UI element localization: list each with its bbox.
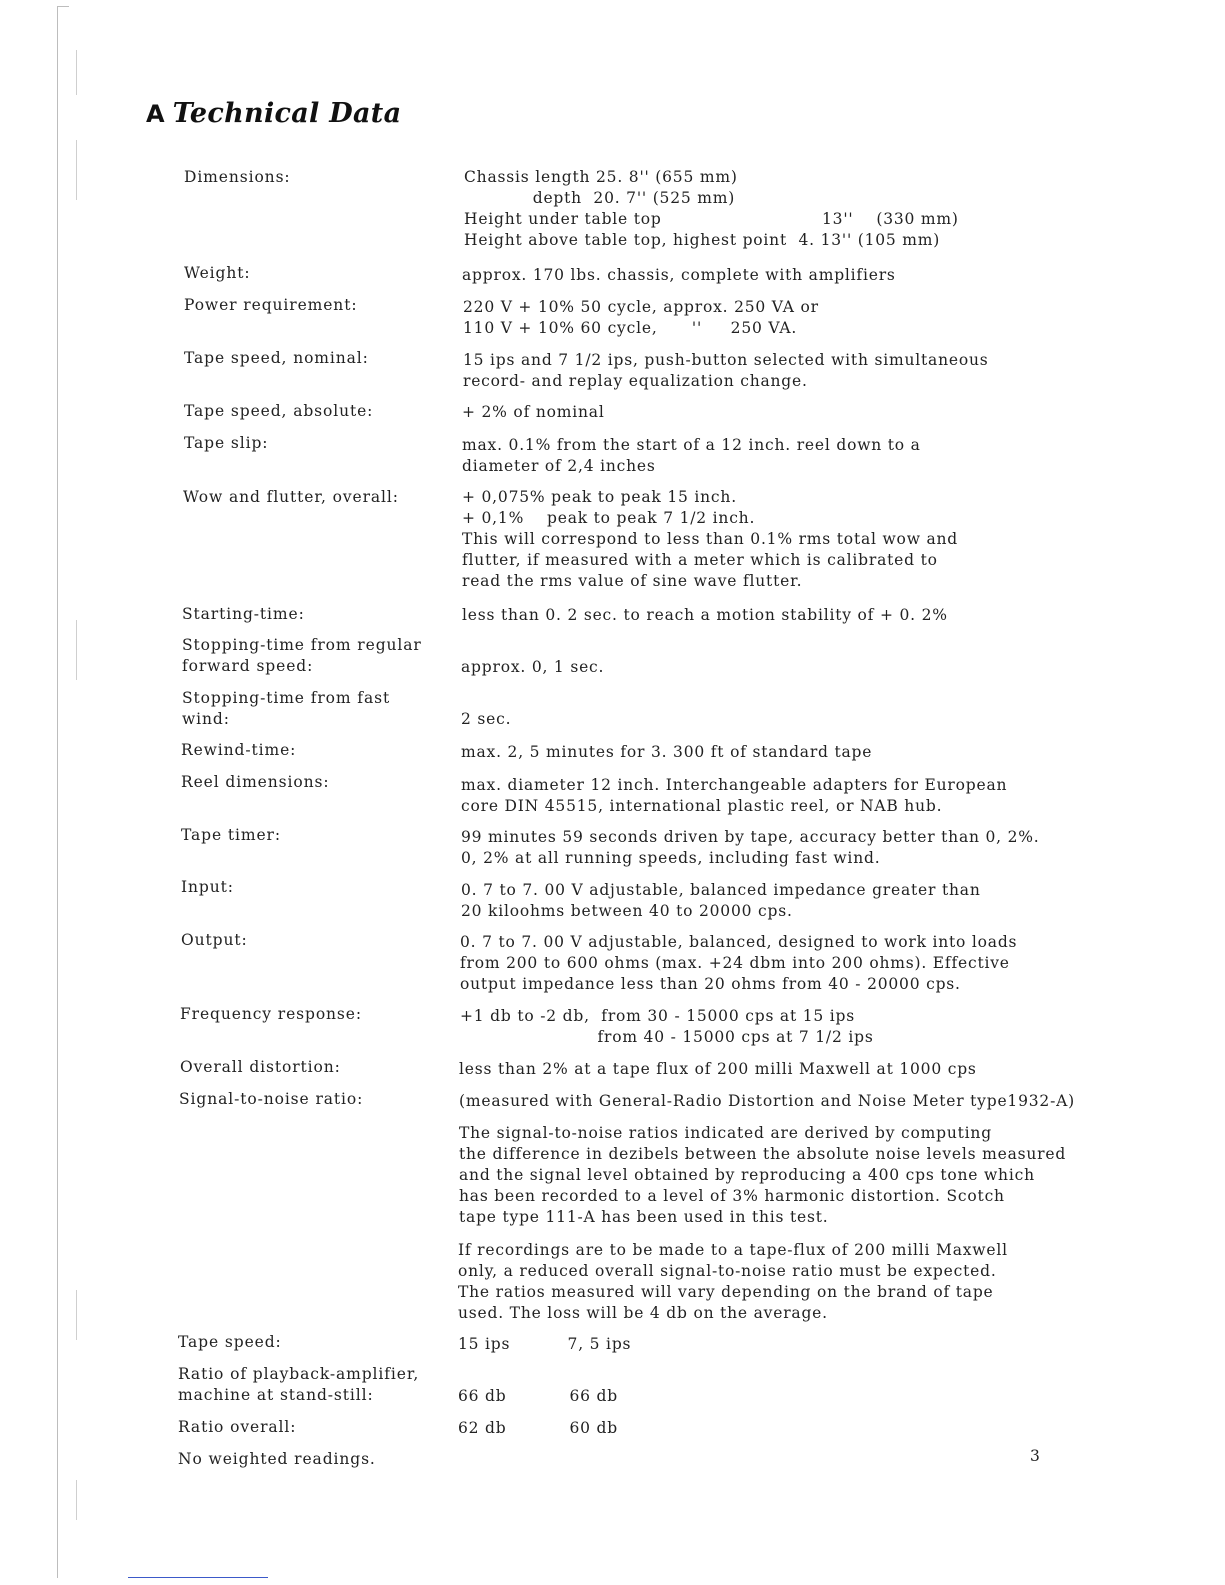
spec-value-weight: approx. 170 lbs. chassis, complete with amplifiers bbox=[462, 266, 896, 284]
spec-label-stopping-fast: Stopping-time from fast wind: bbox=[182, 689, 391, 728]
spec-label-stopping-regular: Stopping-time from regular forward speed: bbox=[182, 636, 422, 675]
spec-value-ratio-overall: 62 db 60 db bbox=[458, 1419, 618, 1437]
spec-label-overall-distortion: Overall distortion: bbox=[180, 1058, 341, 1076]
spec-value-wow-flutter: + 0,075% peak to peak 15 inch. + 0,1% peak to peak 7 1/2 inch. This will correspond to less than 0.1% rms total wow and flutter, if measured with a meter which is calibrated to read the rms value of sine wave flutter. bbox=[462, 488, 959, 590]
spec-note-no-weighted: No weighted readings. bbox=[178, 1450, 376, 1468]
spec-value-stopping-fast: 2 sec. bbox=[461, 710, 512, 728]
spec-value-input: 0. 7 to 7. 00 V adjustable, balanced impedance greater than 20 kiloohms between 40 to 20000 cps. bbox=[461, 881, 981, 920]
spec-label-output: Output: bbox=[181, 931, 248, 949]
spec-label-tape-speed: Tape speed: bbox=[178, 1333, 282, 1351]
spec-value-ratio-playback: 66 db 66 db bbox=[458, 1387, 618, 1405]
spec-value-tape-speed: 15 ips 7, 5 ips bbox=[458, 1335, 632, 1353]
snr-tape-flux-paragraph: If recordings are to be made to a tape-flux of 200 milli Maxwell only, a reduced overall signal-to-noise ratio must be expected. The ratios measured will vary depending on the brand of tape used. The loss will be 4 db on the average. bbox=[458, 1241, 1008, 1322]
spec-value-tape-slip: max. 0.1% from the start of a 12 inch. reel down to a diameter of 2,4 inches bbox=[462, 436, 921, 475]
spec-value-power: 220 V + 10% 50 cycle, approx. 250 VA or 110 V + 10% 60 cycle, '' 250 VA. bbox=[463, 298, 819, 337]
title-heading: Technical Data bbox=[172, 98, 402, 129]
spec-label-reel-dimensions: Reel dimensions: bbox=[181, 773, 330, 791]
scan-margin-mark bbox=[76, 140, 77, 200]
spec-value-dimensions: Chassis length 25. 8'' (655 mm) depth 20. 7'' (525 mm) Height under table top 13'' (330 mm) Height above table top, highest point 4. 13'' (105 mm) bbox=[464, 168, 959, 249]
spec-value-stopping-regular: approx. 0, 1 sec. bbox=[461, 658, 605, 676]
spec-label-tape-slip: Tape slip: bbox=[184, 434, 269, 452]
scan-margin-mark bbox=[76, 620, 77, 680]
title-prefix: A bbox=[146, 100, 165, 128]
spec-label-dimensions: Dimensions: bbox=[184, 168, 291, 186]
spec-label-weight: Weight: bbox=[184, 264, 251, 282]
spec-label-ratio-playback: Ratio of playback-amplifier, machine at stand-still: bbox=[178, 1365, 420, 1404]
snr-explanation-paragraph: The signal-to-noise ratios indicated are derived by computing the difference in dezibels between the absolute noise levels measured and the signal level obtained by reproducing a 400 cps tone which has been recorded to a level of 3% harmonic distortion. Scotch tape type 111-A has been used in this test. bbox=[459, 1124, 1067, 1226]
spec-label-tape-speed-absolute: Tape speed, absolute: bbox=[184, 402, 374, 420]
scan-margin-mark bbox=[76, 50, 77, 95]
spec-value-starting-time: less than 0. 2 sec. to reach a motion stability of + 0. 2% bbox=[462, 606, 948, 624]
page-title bbox=[146, 98, 401, 129]
scan-corner-line bbox=[57, 6, 69, 7]
scan-margin-mark bbox=[76, 1480, 77, 1520]
spec-value-signal-to-noise: (measured with General-Radio Distortion and Noise Meter type1932-A) bbox=[459, 1092, 1075, 1110]
spec-label-tape-speed-nominal: Tape speed, nominal: bbox=[184, 349, 369, 367]
spec-label-tape-timer: Tape timer: bbox=[181, 826, 281, 844]
scan-margin-mark bbox=[76, 1290, 77, 1340]
spec-value-tape-timer: 99 minutes 59 seconds driven by tape, accuracy better than 0, 2%. 0, 2% at all running speeds, including fast wind. bbox=[461, 828, 1040, 867]
spec-value-rewind-time: max. 2, 5 minutes for 3. 300 ft of standard tape bbox=[461, 743, 873, 761]
spec-label-starting-time: Starting-time: bbox=[182, 605, 305, 623]
spec-value-frequency-response: +1 db to -2 db, from 30 - 15000 cps at 15 ips from 40 - 15000 cps at 7 1/2 ips bbox=[460, 1007, 874, 1046]
spec-value-overall-distortion: less than 2% at a tape flux of 200 milli Maxwell at 1000 cps bbox=[459, 1060, 977, 1078]
spec-label-power: Power requirement: bbox=[184, 296, 358, 314]
spec-label-input: Input: bbox=[181, 878, 234, 896]
bottom-rule bbox=[128, 1577, 268, 1578]
page-number: 3 bbox=[1030, 1447, 1040, 1465]
spec-value-tape-speed-absolute: + 2% of nominal bbox=[462, 403, 605, 421]
spec-label-ratio-overall: Ratio overall: bbox=[178, 1418, 297, 1436]
spec-label-wow-flutter: Wow and flutter, overall: bbox=[183, 488, 399, 506]
spec-label-signal-to-noise: Signal-to-noise ratio: bbox=[179, 1090, 364, 1108]
spec-label-rewind-time: Rewind-time: bbox=[181, 741, 297, 759]
spec-value-tape-speed-nominal: 15 ips and 7 1/2 ips, push-button selected with simultaneous record- and replay equalization change. bbox=[463, 351, 989, 390]
spec-label-frequency-response: Frequency response: bbox=[180, 1005, 362, 1023]
spec-value-reel-dimensions: max. diameter 12 inch. Interchangeable adapters for European core DIN 45515, international plastic reel, or NAB hub. bbox=[461, 776, 1008, 815]
spec-value-output: 0. 7 to 7. 00 V adjustable, balanced, designed to work into loads from 200 to 600 ohms (max. +24 dbm into 200 ohms). Effective output impedance less than 20 ohms from 40 - 20000 cps. bbox=[460, 933, 1018, 993]
scan-edge-line bbox=[57, 6, 58, 1578]
